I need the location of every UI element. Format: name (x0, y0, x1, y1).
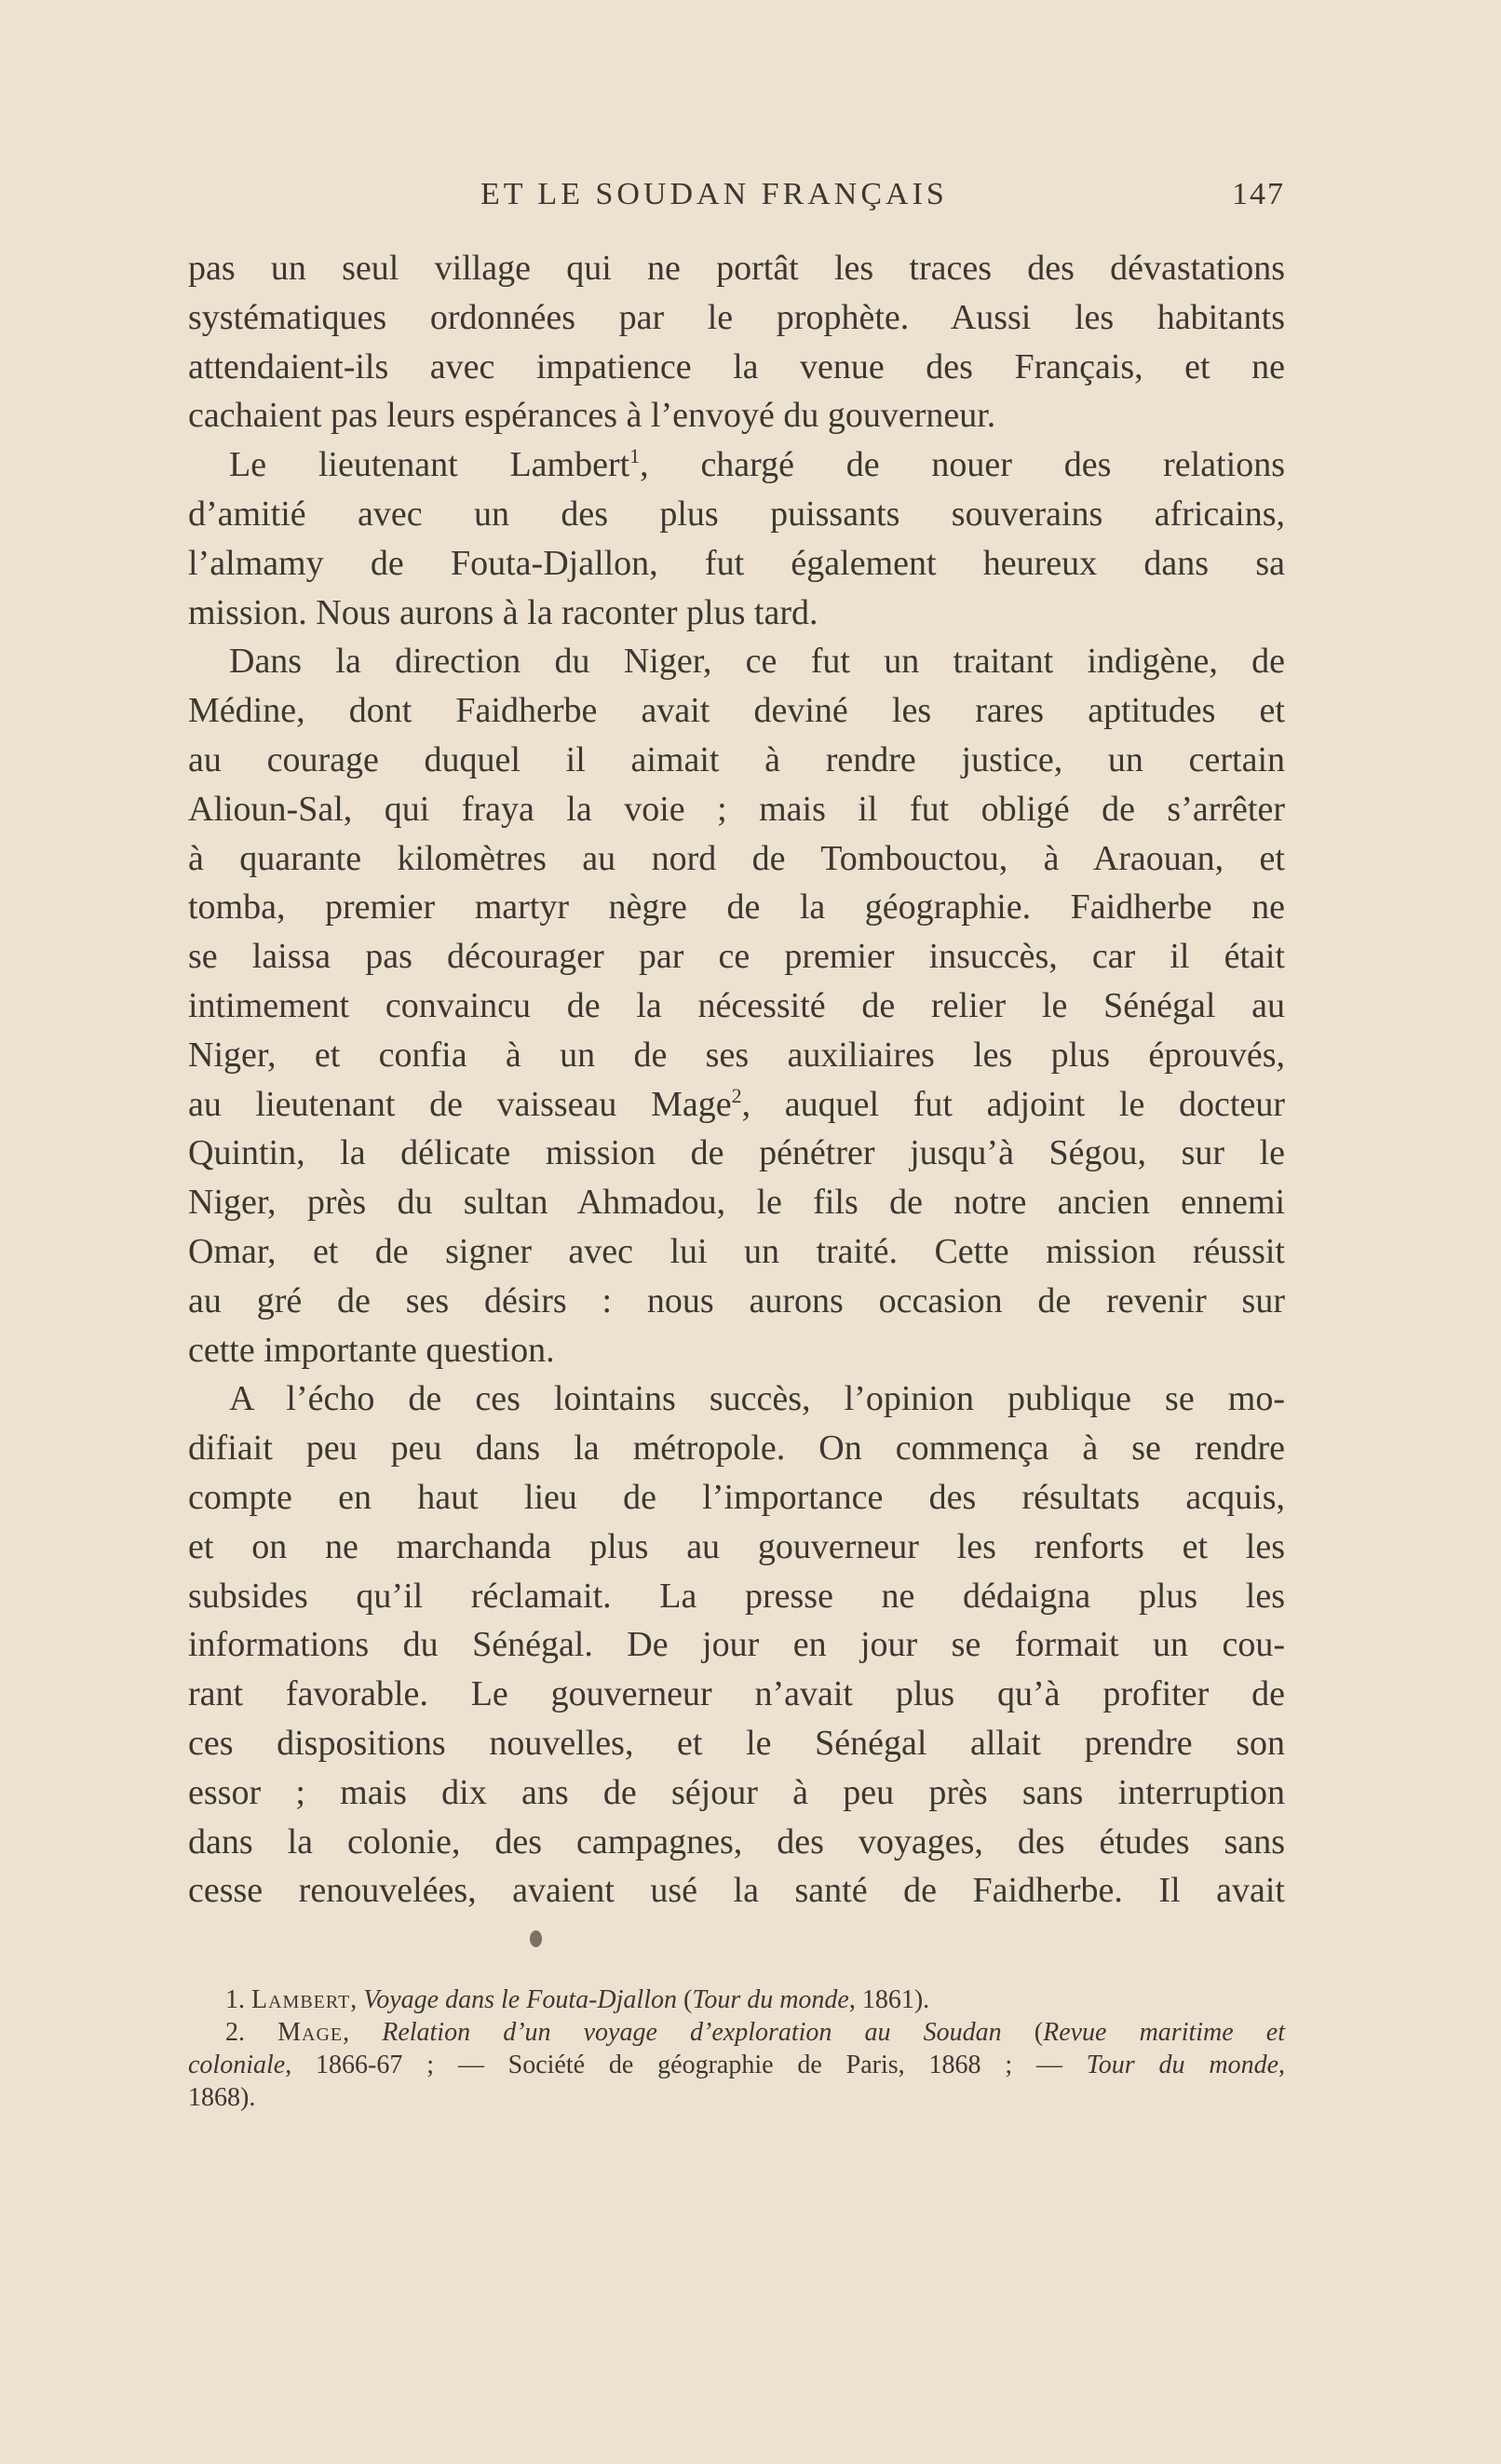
text-line: systématiques ordonnées par le prophète. Aussi les habitants (188, 297, 1285, 337)
text-fragment: au lieutenant de vaisseau Mage (188, 1084, 732, 1124)
running-title: ET LE SOUDAN FRANÇAIS (480, 177, 948, 211)
text-line: ces dispositions nouvelles, et le Sénégal allait prendre son (188, 1723, 1285, 1763)
text-line: cette importante question. (188, 1330, 555, 1370)
text-line: Niger, et confia à un de ses auxiliaires les plus éprouvés, (188, 1035, 1285, 1075)
text-fragment: , chargé de nouer des relations (640, 445, 1285, 485)
text-line: essor ; mais dix ans de séjour à peu près sans interruption (188, 1772, 1285, 1812)
text-line: tomba, premier martyr nègre de la géographie. Faidherbe ne (188, 887, 1285, 927)
text-line: subsides qu’il réclamait. La presse ne dédaigna plus les (188, 1576, 1285, 1616)
footnote-title: Voyage dans le Fouta-Djallon (363, 1985, 677, 2014)
footnotes (188, 1983, 1285, 2114)
text-line: attendaient-ils avec impatience la venue des Français, et ne (188, 346, 1285, 386)
text-line: Alioun-Sal, qui fraya la voie ; mais il fut obligé de s’arrêter (188, 789, 1285, 829)
footnote-ref-1: 1 (629, 444, 641, 468)
text-line: et on ne marchanda plus au gouverneur les renforts et les (188, 1526, 1285, 1566)
text-line (188, 1080, 1285, 1130)
text-line: dans la colonie, des campagnes, des voyages, des études sans (188, 1821, 1285, 1862)
text-line: cachaient pas leurs espérances à l’envoyé du gouverneur. (188, 396, 996, 436)
footnote-2: 2. Mage, Relation d’un voyage d’exploration au Soudan (Revue maritime et (225, 2018, 1286, 2047)
footnote-source: Revue maritime et (1043, 2018, 1286, 2047)
text-line: à quarante kilomètres au nord de Tombouctou, à Araouan, et (188, 838, 1285, 878)
footnote-source: Tour du monde (1086, 2051, 1278, 2079)
footnote-source: coloniale (188, 2051, 286, 2079)
footnote-2-cont: coloniale, 1866-67 ; — Société de géographie de Paris, 1868 ; — Tour du monde, (188, 2051, 1285, 2079)
text-line: d’amitié avec un des plus puissants souverains africains, (188, 494, 1285, 534)
ink-dot-ornament (530, 1930, 542, 1947)
text-line: Quintin, la délicate mission de pénétrer jusqu’à Ségou, sur le (188, 1133, 1285, 1173)
text-line: compte en haut lieu de l’importance des résultats acquis, (188, 1477, 1285, 1517)
text-line: informations du Sénégal. De jour en jour se formait un cou- (188, 1625, 1285, 1665)
text-line: pas un seul village qui ne portât les traces des dévastations (188, 249, 1285, 288)
footnote-fragment: , 1866-67 ; — Société de géographie de Paris, 1868 ; — (285, 2051, 1087, 2079)
text-line: Omar, et de signer avec lui un traité. Cette mission réussit (188, 1231, 1285, 1271)
text-line: difiait peu peu dans la métropole. On commença à se rendre (188, 1428, 1285, 1469)
text-line: Dans la direction du Niger, ce fut un traitant indigène, de (229, 642, 1285, 682)
text-line: au courage duquel il aimait à rendre justice, un certain (188, 739, 1285, 779)
footnote-1: 1. Lambert, Voyage dans le Fouta-Djallon (Tour du monde, 1861). (225, 1985, 930, 2014)
text-line: rant favorable. Le gouverneur n’avait plus qu’à profiter de (188, 1674, 1285, 1714)
text-line: A l’écho de ces lointains succès, l’opinion publique se mo- (229, 1379, 1285, 1419)
footnote-number: 2. (225, 2018, 245, 2047)
text-fragment: Le lieutenant Lambert (229, 445, 630, 485)
footnote-source: Tour du monde (692, 1985, 849, 2014)
text-line: cesse renouvelées, avaient usé la santé de Faidherbe. Il avait (188, 1871, 1285, 1911)
footnote-2-end: 1868). (188, 2083, 256, 2112)
text-line: Niger, près du sultan Ahmadou, le fils de notre ancien ennemi (188, 1183, 1285, 1223)
footnote-ref-2: 2 (731, 1083, 742, 1107)
footnote-author: Mage (277, 2018, 344, 2047)
page-number: 147 (1232, 177, 1285, 211)
text-line: l’almamy de Fouta-Djallon, fut également heureux dans sa (188, 543, 1285, 583)
text-line: au gré de ses désirs : nous aurons occasion de revenir sur (188, 1280, 1285, 1320)
footnote-fragment: , 1861). (848, 1985, 930, 2014)
footnote-fragment: ( (676, 1985, 693, 2014)
footnote-number: 1. (225, 1985, 245, 2014)
text-fragment: , auquel fut adjoint le docteur (741, 1084, 1285, 1124)
footnote-title: Relation d’un voyage d’exploration au Soudan (382, 2018, 1002, 2047)
footnote-fragment: ( (1001, 2018, 1044, 2047)
body-text (188, 244, 1285, 1916)
text-line: se laissa pas décourager par ce premier insuccès, car il était (188, 937, 1285, 977)
footnote-author: Lambert (251, 1985, 351, 2014)
text-line: mission. Nous aurons à la raconter plus tard. (188, 592, 818, 632)
text-line: intimement convaincu de la nécessité de relier le Sénégal au (188, 985, 1285, 1025)
text-line: Médine, dont Faidherbe avait deviné les rares aptitudes et (188, 691, 1285, 731)
running-header (186, 177, 1285, 223)
text-line (188, 440, 1285, 490)
